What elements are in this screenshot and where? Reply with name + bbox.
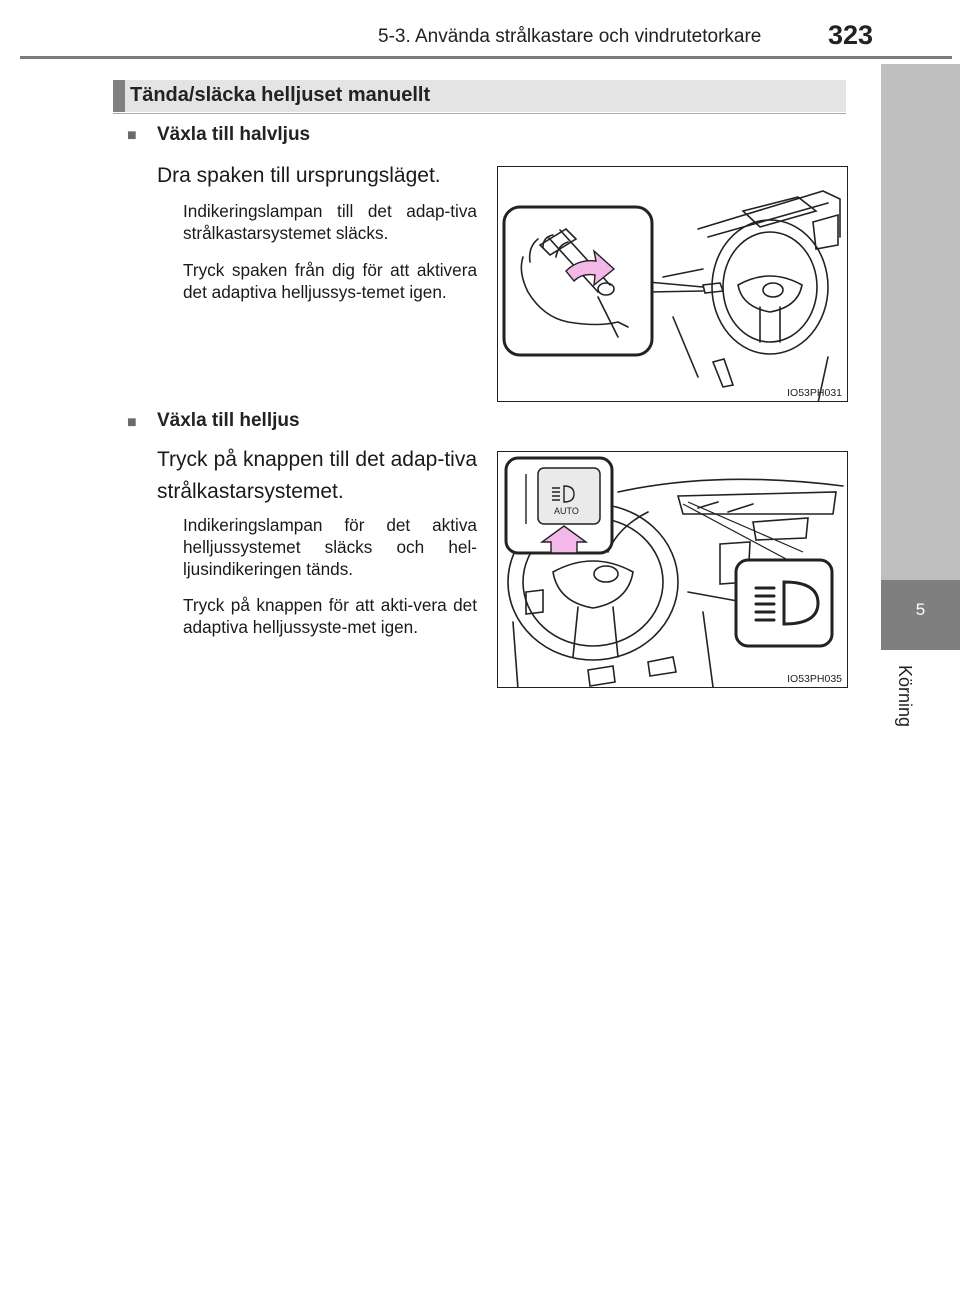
subheading-high-beam: Växla till helljus	[157, 410, 300, 431]
instruction-low-beam: Dra spaken till ursprungsläget.	[157, 164, 441, 187]
paragraph-low-beam-2: Tryck spaken från dig för att aktivera det adaptiva helljussys-temet igen.	[183, 260, 477, 302]
figure-button	[497, 451, 848, 688]
section-heading-accent	[113, 80, 125, 112]
figure-lever	[497, 166, 848, 402]
chapter-number: 5	[915, 600, 926, 619]
figure-id-lever: IO53PH031	[787, 387, 842, 399]
figure-id-button: IO53PH035	[787, 673, 842, 685]
bullet-marker: ■	[127, 127, 137, 144]
running-header-title: 5-3. Använda strålkastare och vindrutetorkare	[378, 26, 762, 47]
side-tab-background	[881, 64, 960, 580]
instruction-high-beam: Tryck på knappen till det adap-tiva strålkastarsystemet.	[157, 448, 477, 503]
button-illustration	[498, 452, 848, 688]
section-title: Tända/släcka helljuset manuellt	[130, 84, 431, 106]
lever-illustration	[498, 167, 848, 402]
auto-button-label: AUTO	[554, 506, 579, 516]
page-number: 323	[828, 20, 874, 50]
section-underline	[113, 113, 846, 114]
paragraph-high-beam-1: Indikeringslampan för det aktiva helljussystemet släcks och hel-ljusindikeringen tänds.	[183, 515, 477, 579]
paragraph-low-beam-1: Indikeringslampan till det adap-tiva strålkastarsystemet släcks.	[183, 201, 477, 243]
chapter-label: Körning	[895, 665, 915, 728]
bullet-marker: ■	[127, 414, 137, 431]
paragraph-high-beam-2: Tryck på knappen för att akti-vera det adaptiva helljussyste-met igen.	[183, 595, 477, 637]
subheading-low-beam: Växla till halvljus	[157, 124, 311, 145]
header-divider	[20, 56, 952, 59]
